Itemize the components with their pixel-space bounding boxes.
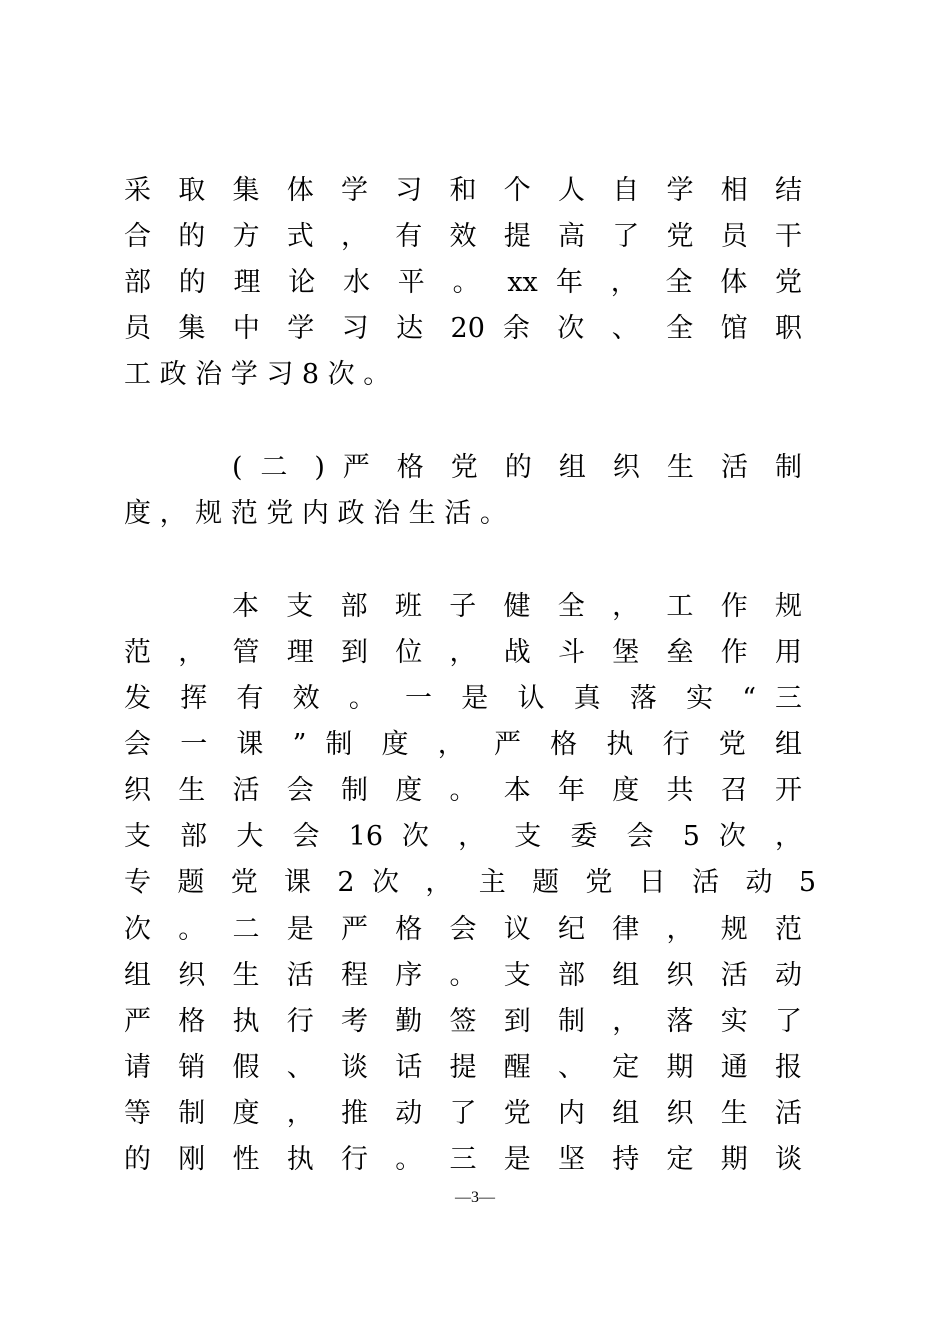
- paragraph-2-line-12: 等 制 度 ， 推 动 了 党 内 组 织 生 活: [124, 1098, 802, 1129]
- paragraph-2-line-10: 严 格 执 行 考 勤 签 到 制 ， 落 实 了: [124, 1006, 802, 1037]
- paragraph-2-line-3: 发 挥 有 效 。 一 是 认 真 落 实 “ 三: [124, 683, 802, 714]
- section-heading-line-1: ( 二 ) 严 格 党 的 组 织 生 活 制: [232, 452, 802, 483]
- page-number: —3—: [455, 1189, 495, 1206]
- paragraph-2-line-1: 本 支 部 班 子 健 全 ， 工 作 规: [232, 591, 802, 622]
- paragraph-2-line-11: 请 销 假 、 谈 话 提 醒 、 定 期 通 报: [124, 1052, 802, 1083]
- paragraph-1-line-3: 部 的 理 论 水 平 。 xx 年 ， 全 体 党: [124, 267, 802, 298]
- paragraph-2-line-9: 组 织 生 活 程 序 。 支 部 组 织 活 动: [124, 960, 802, 991]
- paragraph-2-line-7: 专 题 党 课 2 次 ， 主 题 党 日 活 动 5: [124, 867, 816, 898]
- section-heading-line-2: 度 ， 规 范 党 内 政 治 生 活 。: [124, 498, 507, 529]
- paragraph-1-line-5: 工 政 治 学 习 8 次 。: [124, 359, 391, 390]
- paragraph-1-line-1: 采 取 集 体 学 习 和 个 人 自 学 相 结: [124, 175, 802, 206]
- paragraph-2-line-8: 次 。 二 是 严 格 会 议 纪 律 ， 规 范: [124, 914, 802, 945]
- paragraph-2-line-6: 支 部 大 会 16 次 ， 支 委 会 5 次 ，: [124, 821, 802, 852]
- paragraph-1-line-2: 合 的 方 式 ， 有 效 提 高 了 党 员 干: [124, 221, 802, 252]
- paragraph-2-line-2: 范 ， 管 理 到 位 ， 战 斗 堡 垒 作 用: [124, 637, 802, 668]
- paragraph-1-line-4: 员 集 中 学 习 达 20 余 次 、 全 馆 职: [124, 313, 802, 344]
- paragraph-2-line-4: 会 一 课 ” 制 度 ， 严 格 执 行 党 组: [124, 729, 802, 760]
- paragraph-2-line-5: 织 生 活 会 制 度 。 本 年 度 共 召 开: [124, 775, 802, 806]
- paragraph-2-line-13: 的 刚 性 执 行 。 三 是 坚 持 定 期 谈: [124, 1144, 802, 1175]
